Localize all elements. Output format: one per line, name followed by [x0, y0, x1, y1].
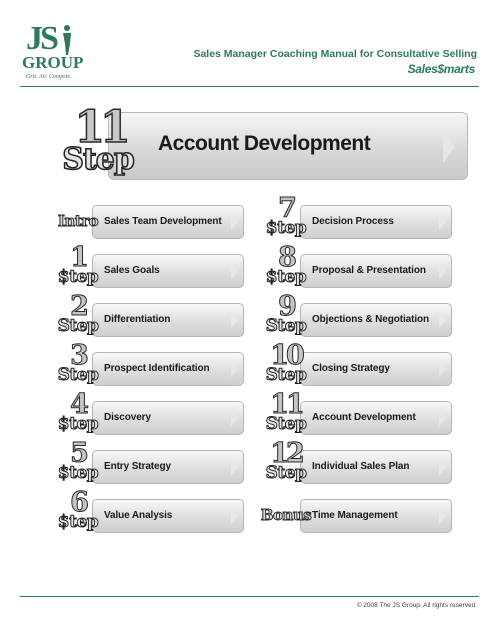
badge-label: $tep: [57, 267, 99, 287]
step-item-11[interactable]: [262, 389, 452, 438]
step-label: Account Development: [312, 412, 416, 423]
chevron-right-icon: [439, 410, 446, 426]
step-item-intro[interactable]: [54, 202, 244, 242]
chevron-right-icon: [439, 312, 446, 328]
badge-number: 2: [70, 291, 86, 322]
hero-step-label: Step: [62, 142, 134, 177]
step-badge: [54, 242, 102, 291]
step-item-2[interactable]: [54, 291, 244, 340]
step-label: Objections & Negotiation: [312, 314, 430, 325]
step-badge: [262, 389, 310, 438]
step-badge: [262, 193, 310, 242]
chevron-right-icon: [231, 312, 238, 328]
step-label: Prospect Identification: [104, 363, 210, 374]
badge-label: Step: [265, 365, 307, 385]
badge-number: 3: [70, 340, 86, 371]
step-label: Closing Strategy: [312, 363, 390, 374]
chevron-right-icon: [231, 263, 238, 279]
badge-label: Step: [265, 463, 307, 483]
badge-label: $tep: [57, 512, 99, 532]
badge-label: $tep: [265, 218, 307, 238]
step-label: Proposal & Presentation: [312, 265, 426, 276]
page-title: Account Development: [158, 132, 371, 155]
badge-number: 4: [70, 389, 86, 420]
chevron-right-icon: [231, 410, 238, 426]
chevron-right-icon: [443, 131, 455, 163]
badge-number: 9: [278, 291, 294, 322]
chevron-right-icon: [439, 459, 446, 475]
step-label: Individual Sales Plan: [312, 461, 410, 472]
badge-label: $tep: [265, 267, 307, 287]
step-label: Value Analysis: [104, 510, 173, 521]
logo-tagline: Grit. Air. Compete.: [26, 74, 72, 80]
chevron-right-icon: [439, 508, 446, 524]
step-item-bonus[interactable]: [262, 496, 452, 536]
badge-number: 6: [70, 487, 86, 518]
chevron-right-icon: [439, 214, 446, 230]
badge-label: Step: [265, 316, 307, 336]
badge-number: 12: [270, 438, 302, 469]
step-item-8[interactable]: [262, 242, 452, 291]
step-badge: [54, 202, 102, 242]
step-badge: [262, 438, 310, 487]
chevron-right-icon: [231, 361, 238, 377]
step-label: Sales Goals: [104, 265, 160, 276]
footer-divider: [20, 596, 479, 597]
step-badge: [54, 438, 102, 487]
step-item-9[interactable]: [262, 291, 452, 340]
step-badge: [262, 242, 310, 291]
badge-label: Step: [57, 365, 99, 385]
step-item-12[interactable]: [262, 438, 452, 487]
step-badge: [54, 487, 102, 536]
badge-label: $tep: [57, 463, 99, 483]
salesmarts-brand: Sales$marts: [407, 62, 475, 76]
step-label: Entry Strategy: [104, 461, 171, 472]
step-badge: [54, 291, 102, 340]
step-item-7[interactable]: [262, 193, 452, 242]
badge-number: 8: [278, 242, 294, 273]
step-label: Discovery: [104, 412, 151, 423]
badge-number: 10: [270, 340, 302, 371]
badge-number: 11: [270, 389, 302, 420]
badge-word: Bonus: [260, 506, 312, 524]
manual-title: Sales Manager Coaching Manual for Consultative Selling: [193, 48, 477, 60]
step-item-5[interactable]: [54, 438, 244, 487]
step-badge: [262, 291, 310, 340]
badge-number: 5: [70, 438, 86, 469]
step-label: Time Management: [312, 510, 398, 521]
step-item-3[interactable]: [54, 340, 244, 389]
chevron-right-icon: [439, 263, 446, 279]
step-item-4[interactable]: [54, 389, 244, 438]
hero-step-badge: [50, 104, 142, 188]
step-badge: [54, 340, 102, 389]
step-label: Differentiation: [104, 314, 171, 325]
badge-word: Intro: [57, 212, 99, 230]
chevron-right-icon: [439, 361, 446, 377]
badge-label: Step: [57, 316, 99, 336]
step-label: Decision Process: [312, 216, 394, 227]
chevron-right-icon: [231, 459, 238, 475]
step-item-1[interactable]: [54, 242, 244, 291]
copyright-notice: © 2008 The JS Group. All rights reserved.: [356, 602, 477, 609]
step-label: Sales Team Development: [104, 216, 222, 227]
step-badge: [262, 340, 310, 389]
logo-group-text: GROUP: [22, 53, 84, 72]
step-item-6[interactable]: [54, 487, 244, 536]
js-group-logo: [20, 22, 92, 80]
step-badge: [262, 496, 310, 536]
step-badge: [54, 389, 102, 438]
hero-step-number: 11: [74, 102, 126, 153]
badge-number: 7: [278, 193, 294, 224]
badge-number: 1: [70, 242, 86, 273]
chevron-right-icon: [231, 508, 238, 524]
header-divider: [20, 86, 479, 87]
badge-label: $tep: [57, 414, 99, 434]
logo-mark: JS: [26, 20, 56, 57]
badge-label: Step: [265, 414, 307, 434]
person-figure-icon: [60, 24, 74, 56]
chevron-right-icon: [231, 214, 238, 230]
step-item-10[interactable]: [262, 340, 452, 389]
